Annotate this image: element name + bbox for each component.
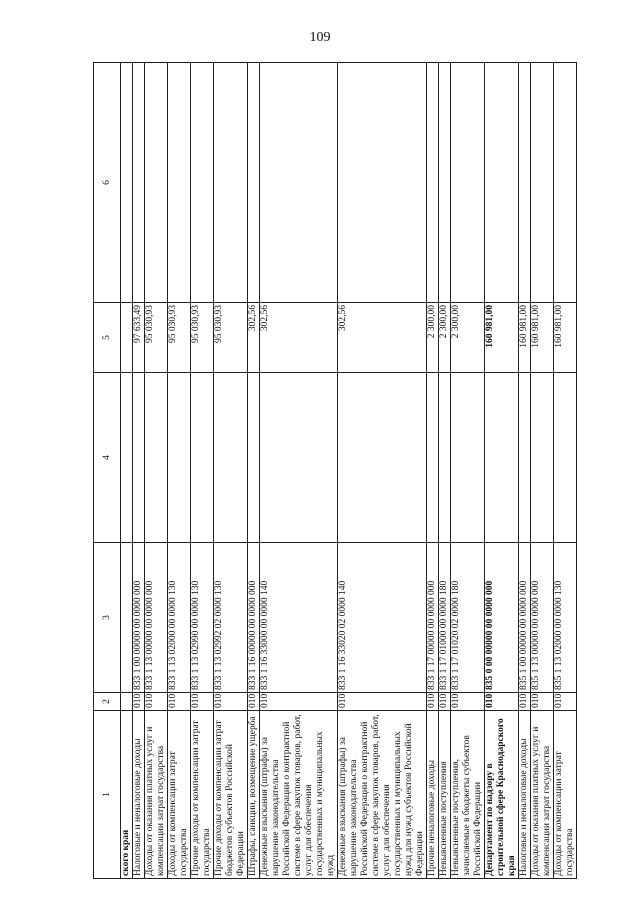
- table-row: [531, 63, 554, 879]
- row-name-cell: Доходы от компенсации затрат государства: [168, 711, 191, 879]
- row-col4-cell: [260, 373, 338, 543]
- row-name-cell: Налоговые и неналоговые доходы: [133, 711, 145, 879]
- row-gr-cell: 010: [191, 693, 214, 711]
- row-gr-cell: 010: [485, 693, 519, 711]
- row-code-cell: 833 1 16 33000 00 0000 140: [260, 543, 338, 693]
- row-col4-cell: [145, 373, 168, 543]
- col-header-6: 6: [94, 63, 121, 303]
- row-col4-cell: [338, 373, 427, 543]
- row-gr-cell: 010: [133, 693, 145, 711]
- table-row: [168, 63, 191, 879]
- row-gr-cell: [121, 693, 133, 711]
- row-code-cell: 835 1 13 02000 00 0000 130: [554, 543, 577, 693]
- row-col4-cell: [485, 373, 519, 543]
- col-header-4: 4: [94, 373, 121, 543]
- row-col4-cell: [519, 373, 531, 543]
- table-row: [451, 63, 485, 879]
- table-row: [485, 63, 519, 879]
- row-col6-cell: [519, 63, 531, 303]
- row-col4-cell: [451, 373, 485, 543]
- row-sum-cell: 95 030,93: [214, 303, 248, 373]
- row-col4-cell: [248, 373, 260, 543]
- row-name-cell: Прочие неналоговые доходы: [427, 711, 439, 879]
- row-code-cell: 833 1 13 02992 02 0000 130: [214, 543, 248, 693]
- col-header-5: 5: [94, 303, 121, 373]
- row-sum-cell: 160 981,00: [519, 303, 531, 373]
- table-stage: [93, 63, 617, 879]
- table-row: [554, 63, 577, 879]
- row-name-cell: ского края: [121, 711, 133, 879]
- row-code-cell: 833 1 16 00000 00 0000 000: [248, 543, 260, 693]
- row-col4-cell: [121, 373, 133, 543]
- row-col6-cell: [451, 63, 485, 303]
- row-col4-cell: [427, 373, 439, 543]
- row-col6-cell: [248, 63, 260, 303]
- row-name-cell: Невыясненные поступления, зачисляемые в бюджеты субъектов Российской Федерации: [451, 711, 485, 879]
- row-gr-cell: 010: [338, 693, 427, 711]
- row-col4-cell: [214, 373, 248, 543]
- row-sum-cell: 2 300,00: [439, 303, 451, 373]
- row-col6-cell: [485, 63, 519, 303]
- row-sum-cell: 2 300,00: [451, 303, 485, 373]
- row-sum-cell: 302,56: [248, 303, 260, 373]
- header-row: [94, 63, 121, 879]
- row-code-cell: [121, 543, 133, 693]
- row-col4-cell: [554, 373, 577, 543]
- rotated-table-container: [93, 63, 617, 879]
- row-name-cell: Доходы от оказания платных услуг и компенсации затрат государства: [145, 711, 168, 879]
- row-code-cell: 833 1 17 01000 00 0000 180: [439, 543, 451, 693]
- row-col6-cell: [427, 63, 439, 303]
- row-col6-cell: [554, 63, 577, 303]
- row-col4-cell: [168, 373, 191, 543]
- row-sum-cell: 2 300,00: [427, 303, 439, 373]
- row-sum-cell: 160 981,00: [531, 303, 554, 373]
- page-number: 109: [309, 30, 331, 45]
- row-col6-cell: [191, 63, 214, 303]
- row-gr-cell: 010: [260, 693, 338, 711]
- row-col6-cell: [133, 63, 145, 303]
- row-code-cell: 833 1 17 01020 02 0000 180: [451, 543, 485, 693]
- row-code-cell: 835 0 00 00000 00 0000 000: [485, 543, 519, 693]
- row-name-cell: Невыясненные поступления: [439, 711, 451, 879]
- row-gr-cell: 010: [168, 693, 191, 711]
- row-gr-cell: 010: [519, 693, 531, 711]
- row-sum-cell: 95 030,93: [145, 303, 168, 373]
- row-gr-cell: 010: [531, 693, 554, 711]
- row-code-cell: 835 1 13 00000 00 0000 000: [531, 543, 554, 693]
- table-body: [121, 63, 577, 879]
- row-name-cell: Прочие доходы от компенсации затрат бюджетов субъектов Российской Федерации: [214, 711, 248, 879]
- table-row: [145, 63, 168, 879]
- row-col6-cell: [260, 63, 338, 303]
- row-col6-cell: [338, 63, 427, 303]
- row-sum-cell: 95 030,93: [191, 303, 214, 373]
- row-name-cell: Денежные взыскания (штрафы) за нарушение законодательства Российской Федерации о контрактной системе в сфере закупок товаров, работ, услуг для обеспечения государственных и муниципальных нужд: [260, 711, 338, 879]
- budget-table: [93, 62, 577, 879]
- row-sum-cell: [121, 303, 133, 373]
- row-col4-cell: [531, 373, 554, 543]
- row-sum-cell: 302,56: [338, 303, 427, 373]
- row-code-cell: 833 1 13 02000 00 0000 130: [168, 543, 191, 693]
- row-col6-cell: [439, 63, 451, 303]
- row-col6-cell: [531, 63, 554, 303]
- row-col4-cell: [439, 373, 451, 543]
- row-name-cell: Налоговые и неналоговые доходы: [519, 711, 531, 879]
- row-sum-cell: 160 981,00: [554, 303, 577, 373]
- row-sum-cell: 302,56: [260, 303, 338, 373]
- row-code-cell: 833 1 16 33020 02 0000 140: [338, 543, 427, 693]
- row-col4-cell: [133, 373, 145, 543]
- table-row: [214, 63, 248, 879]
- row-name-cell: Доходы от компенсации затрат государства: [554, 711, 577, 879]
- row-sum-cell: 95 030,93: [168, 303, 191, 373]
- row-name-cell: Доходы от оказания платных услуг и компенсации затрат государства: [531, 711, 554, 879]
- row-sum-cell: 160 981,00: [485, 303, 519, 373]
- row-gr-cell: 010: [248, 693, 260, 711]
- table-row: [191, 63, 214, 879]
- table-row: [260, 63, 338, 879]
- row-gr-cell: 010: [439, 693, 451, 711]
- table-row: [427, 63, 439, 879]
- row-name-cell: Прочие доходы от компенсации затрат государства: [191, 711, 214, 879]
- row-gr-cell: 010: [145, 693, 168, 711]
- row-code-cell: 833 1 13 00000 00 0000 000: [145, 543, 168, 693]
- row-code-cell: 835 1 00 00000 00 0000 000: [519, 543, 531, 693]
- row-name-cell: Департамент по надзору в строительной сфере Краснодарского края: [485, 711, 519, 879]
- row-col4-cell: [191, 373, 214, 543]
- table-row: [519, 63, 531, 879]
- row-gr-cell: 010: [554, 693, 577, 711]
- row-code-cell: 833 1 17 00000 00 0000 000: [427, 543, 439, 693]
- table-row: [121, 63, 133, 879]
- row-col6-cell: [168, 63, 191, 303]
- row-gr-cell: 010: [451, 693, 485, 711]
- row-code-cell: 833 1 00 00000 00 0000 000: [133, 543, 145, 693]
- row-name-cell: Штрафы, санкции, возмещение ущерба: [248, 711, 260, 879]
- col-header-3: 3: [94, 543, 121, 693]
- row-col6-cell: [214, 63, 248, 303]
- table-row: [338, 63, 427, 879]
- row-name-cell: Денежные взыскания (штрафы) за нарушение законодательства Российской Федерации о контрактной системе в сфере закупок товаров, работ, услуг для обеспечения государственных и муниципальных нужд для нужд субъектов Российской Федерации: [338, 711, 427, 879]
- row-sum-cell: 97 633,49: [133, 303, 145, 373]
- row-gr-cell: 010: [427, 693, 439, 711]
- table-row: [439, 63, 451, 879]
- table-row: [248, 63, 260, 879]
- row-col6-cell: [121, 63, 133, 303]
- col-header-1: 1: [94, 711, 121, 879]
- row-gr-cell: 010: [214, 693, 248, 711]
- col-header-2: 2: [94, 693, 121, 711]
- row-code-cell: 833 1 13 02990 00 0000 130: [191, 543, 214, 693]
- row-col6-cell: [145, 63, 168, 303]
- table-row: [133, 63, 145, 879]
